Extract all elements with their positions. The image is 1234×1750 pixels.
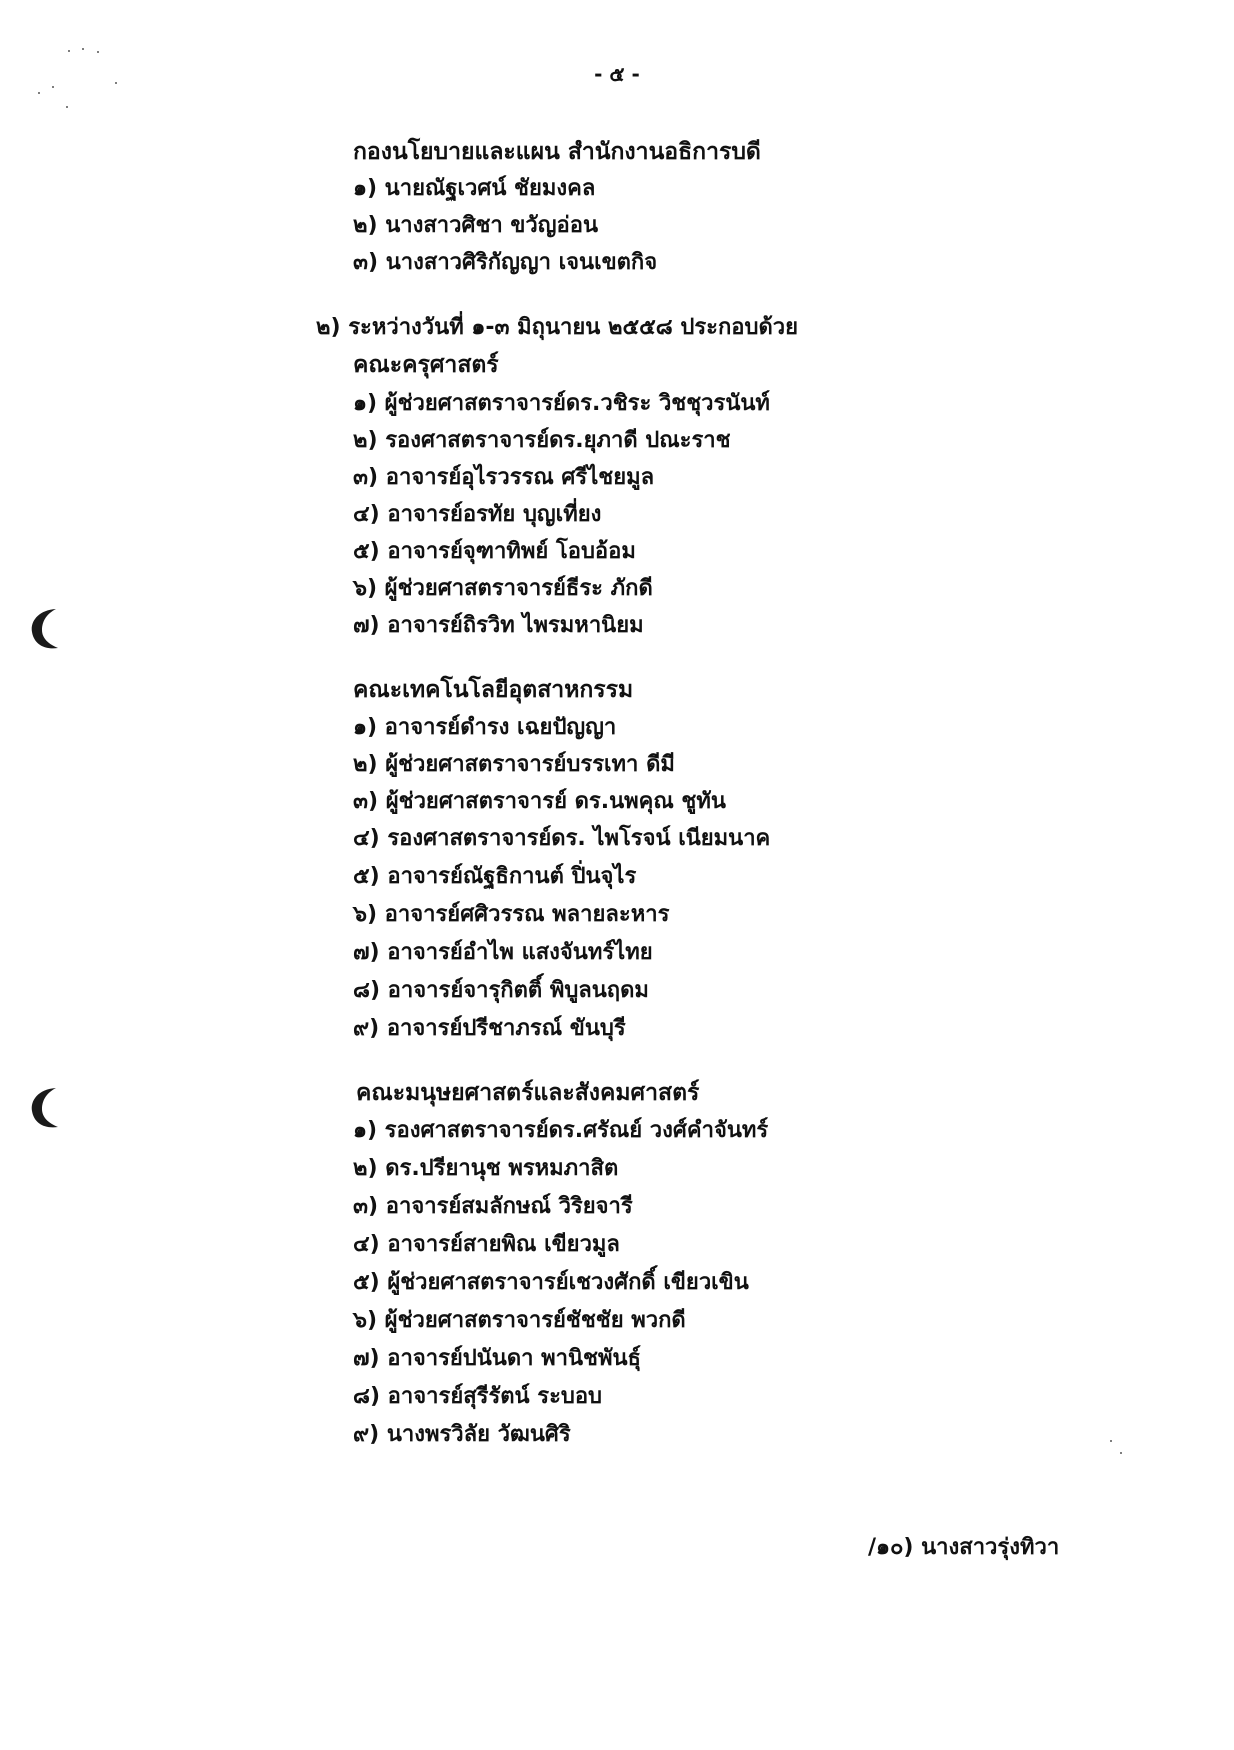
list-item: ๘) อาจารย์จารุกิตติ์ พิบูลนฤดม — [353, 978, 649, 1003]
scan-speck — [97, 51, 99, 53]
list-item: ๗) อาจารย์อำไพ แสงจันทร์ไทย — [353, 940, 653, 965]
period-2-heading: ๒) ระหว่างวันที่ ๑-๓ มิถุนายน ๒๕๕๘ ประกอบด้วย — [316, 315, 799, 340]
section-heading-industrial-technology: คณะเทคโนโลยีอุตสาหกรรม — [353, 677, 634, 703]
list-item: ๑) นายณัฐเวศน์ ชัยมงคล — [353, 176, 596, 201]
list-item: ๕) อาจารย์ณัฐธิกานต์ ปิ่นจุไร — [353, 864, 637, 889]
list-item: ๓) นางสาวศิริกัญญา เจนเขตกิจ — [353, 250, 658, 275]
section-heading-humanities: คณะมนุษยศาสตร์และสังคมศาสตร์ — [356, 1080, 700, 1106]
list-item: ๓) ผู้ช่วยศาสตราจารย์ ดร.นพคุณ ชูทัน — [353, 789, 726, 814]
list-item: ๖) ผู้ช่วยศาสตราจารย์ชัชชัย พวกดี — [353, 1308, 686, 1333]
page-number: - ๕ - — [594, 62, 640, 86]
scan-speck — [1120, 1452, 1122, 1454]
list-item: ๗) อาจารย์ถิรวิท ไพรมหานิยม — [353, 613, 644, 638]
section-heading-education: คณะครุศาสตร์ — [353, 352, 499, 378]
list-item: ๓) อาจารย์อุไรวรรณ ศรีไชยมูล — [353, 465, 655, 490]
continuation-marker: /๑๐) นางสาวรุ่งทิวา — [868, 1535, 1060, 1560]
section-heading-policy-planning: กองนโยบายและแผน สำนักงานอธิการบดี — [353, 139, 761, 165]
list-item: ๒) รองศาสตราจารย์ดร.ยุภาดี ปณะราช — [353, 428, 731, 453]
list-item: ๒) ดร.ปรียานุช พรหมภาสิต — [353, 1156, 619, 1181]
punch-hole-mark — [26, 1083, 66, 1133]
list-item: ๕) อาจารย์จุฑาทิพย์ โอบอ้อม — [353, 539, 636, 564]
scan-speck — [68, 50, 70, 52]
list-item: ๑) อาจารย์ดำรง เฉยปัญญา — [353, 715, 617, 740]
list-item: ๖) อาจารย์ศศิวรรณ พลายละหาร — [353, 902, 670, 927]
list-item: ๒) นางสาวศิชา ขวัญอ่อน — [353, 213, 598, 238]
list-item: ๖) ผู้ช่วยศาสตราจารย์ธีระ ภักดี — [353, 576, 653, 601]
list-item: ๑) ผู้ช่วยศาสตราจารย์ดร.วชิระ วิชชุวรนันท์ — [353, 391, 770, 416]
scan-speck — [38, 92, 40, 94]
scan-speck — [1110, 1440, 1112, 1442]
list-item: ๓) อาจารย์สมลักษณ์ วิริยจารี — [353, 1194, 633, 1219]
scan-speck — [52, 86, 54, 88]
list-item: ๗) อาจารย์ปนันดา พานิชพันธุ์ — [353, 1346, 641, 1371]
punch-hole-mark — [26, 604, 66, 654]
list-item: ๑) รองศาสตราจารย์ดร.ศรัณย์ วงศ์คำจันทร์ — [353, 1118, 769, 1143]
list-item: ๔) อาจารย์สายพิณ เขียวมูล — [353, 1232, 620, 1257]
list-item: ๘) อาจารย์สุรีรัตน์ ระบอบ — [353, 1384, 603, 1409]
list-item: ๒) ผู้ช่วยศาสตราจารย์บรรเทา ดีมี — [353, 752, 675, 777]
list-item: ๔) อาจารย์อรทัย บุญเที่ยง — [353, 502, 602, 527]
list-item: ๙) อาจารย์ปรีชาภรณ์ ขันบุรี — [353, 1016, 626, 1041]
scan-speck — [115, 82, 117, 84]
scan-speck — [66, 106, 68, 108]
list-item: ๙) นางพรวิลัย วัฒนศิริ — [353, 1422, 571, 1447]
list-item: ๔) รองศาสตราจารย์ดร. ไพโรจน์ เนียมนาค — [353, 826, 771, 851]
scan-speck — [82, 48, 84, 50]
list-item: ๕) ผู้ช่วยศาสตราจารย์เชวงศักดิ์ เขียวเขิน — [353, 1270, 749, 1295]
